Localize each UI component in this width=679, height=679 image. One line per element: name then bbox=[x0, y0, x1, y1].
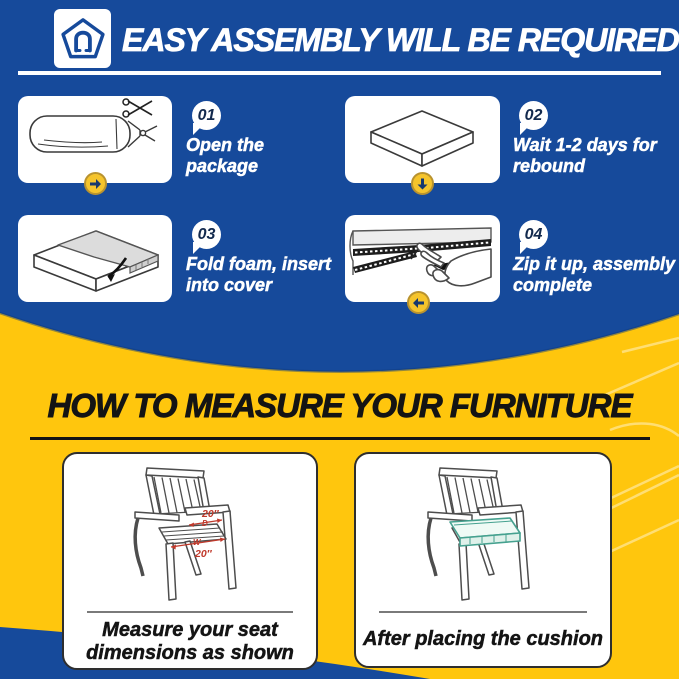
chair-with-cushion-illustration bbox=[398, 462, 568, 607]
measure-section-title: HOW TO MEASURE YOUR FURNITURE bbox=[47, 387, 632, 424]
panel-divider bbox=[379, 611, 587, 613]
step-arrow-badge bbox=[84, 172, 107, 195]
panel-caption: After placing the cushion bbox=[362, 628, 604, 650]
step-1-number bbox=[192, 101, 221, 130]
width-value: 20″ bbox=[195, 548, 212, 560]
panel-caption: Measure your seat dimensions as shown bbox=[86, 619, 294, 664]
zip-up-hand-illustration bbox=[345, 215, 500, 302]
step-arrow-badge bbox=[411, 172, 434, 195]
width-letter: W bbox=[193, 538, 201, 547]
arrow-left-icon bbox=[412, 297, 425, 309]
fold-foam-into-cover-illustration bbox=[18, 215, 172, 302]
step-2-label: Wait 1-2 days for rebound bbox=[513, 135, 657, 176]
scissors-icon bbox=[123, 99, 152, 117]
step-arrow-badge bbox=[407, 291, 430, 314]
step-3-card bbox=[18, 215, 172, 302]
house-pentagon-logo-icon bbox=[60, 15, 106, 63]
measure-panel bbox=[62, 452, 318, 670]
arrow-down-icon bbox=[417, 177, 429, 190]
step-number-text: 01 bbox=[197, 106, 216, 124]
foam-slab-illustration bbox=[345, 96, 500, 183]
step-3-number bbox=[192, 220, 221, 249]
step-1-label: Open the package bbox=[186, 135, 265, 176]
step-2-card bbox=[345, 96, 500, 183]
step-number-text: 04 bbox=[524, 225, 543, 243]
step-number-text: 03 bbox=[197, 225, 216, 243]
chair-with-dimensions-illustration bbox=[105, 462, 275, 607]
panel-divider bbox=[87, 611, 294, 613]
step-4-number bbox=[519, 220, 548, 249]
arrow-right-icon bbox=[89, 178, 102, 190]
package-scissors-illustration bbox=[18, 96, 172, 183]
step-3-label: Fold foam, insert into cover bbox=[186, 254, 332, 295]
cushion-panel bbox=[354, 452, 612, 668]
brand-logo bbox=[54, 9, 111, 68]
header-divider bbox=[18, 71, 661, 75]
seat-cushion bbox=[450, 518, 520, 546]
depth-value: 20″ bbox=[202, 508, 219, 520]
step-number-text: 02 bbox=[524, 106, 543, 124]
step-2-number bbox=[519, 101, 548, 130]
step-4-label: Zip it up, assembly complete bbox=[513, 254, 676, 295]
step-1-card bbox=[18, 96, 172, 183]
step-4-card bbox=[345, 215, 500, 302]
measure-section-divider bbox=[30, 437, 650, 440]
page-title: EASY ASSEMBLY WILL BE REQUIRED bbox=[122, 22, 679, 58]
hand-icon bbox=[417, 243, 491, 285]
depth-letter: D bbox=[202, 519, 208, 528]
